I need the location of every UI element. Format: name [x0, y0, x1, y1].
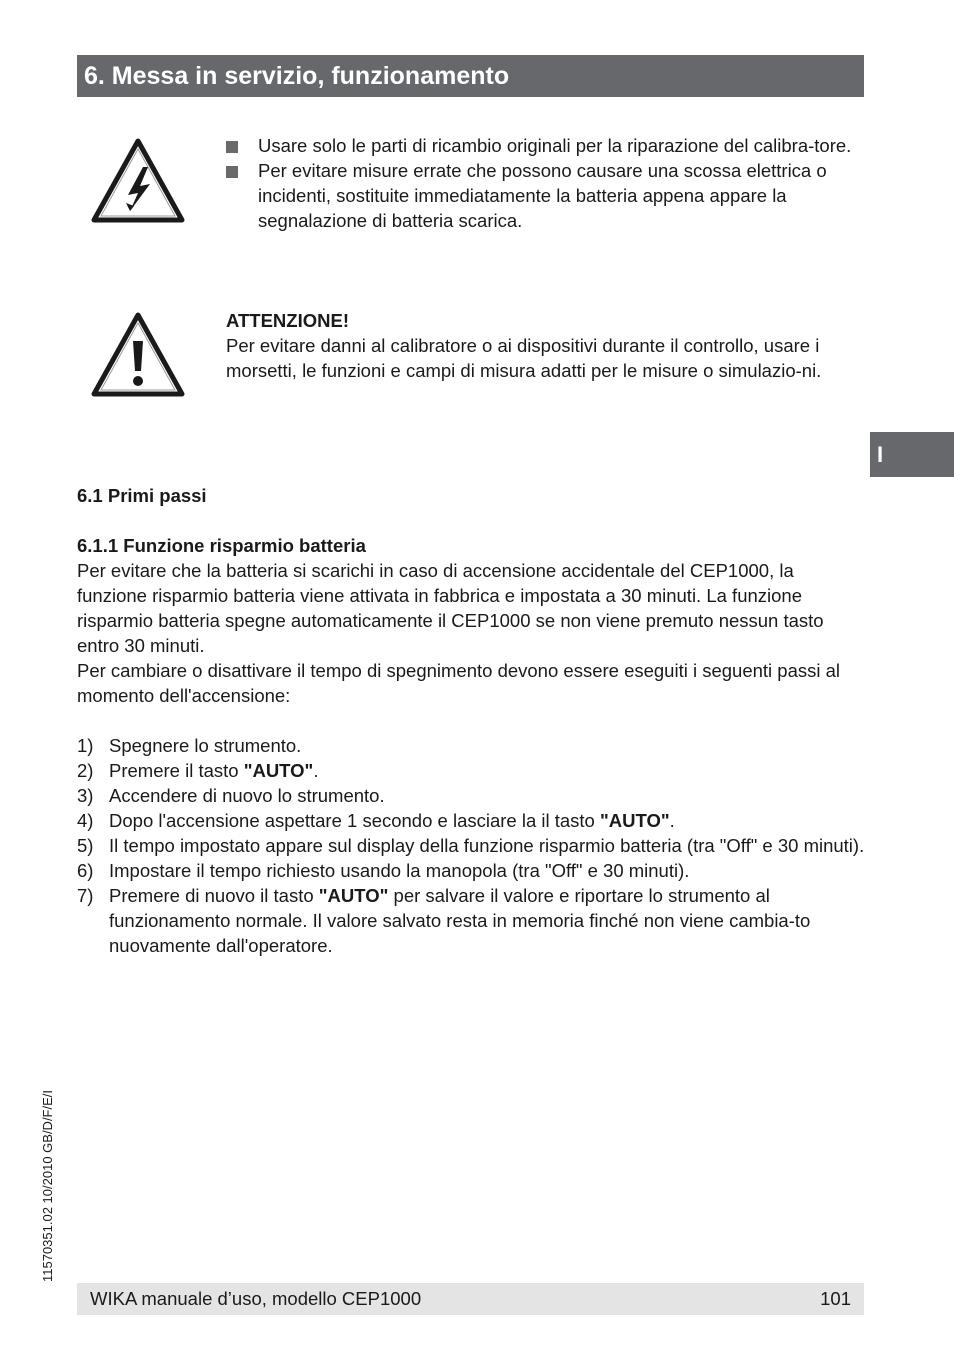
page-number: 101 — [820, 1288, 851, 1309]
list-item: 1) Spegnere lo strumento. — [77, 735, 302, 756]
list-item: 6) Impostare il tempo richiesto usando la manopola (tra "Off" e 30 minuti). — [77, 860, 690, 881]
section-header-bar — [77, 55, 864, 97]
language-tab: I — [870, 432, 954, 477]
footer-title: WIKA manuale d’uso, modello CEP1000 — [90, 1288, 422, 1309]
exclamation-warning-icon — [90, 311, 186, 399]
paragraph: Per evitare che la batteria si scarichi in caso di accensione accidentale del CEP1000, la funzione risparmio batteria viene attivata in fabbrica e impostata a 30 minuti. La funzione risparmio batteria spegne automaticamente il CEP1000 se non viene premuto nessun tasto entro 30 minuti. — [77, 560, 824, 656]
list-item: Per evitare misure errate che possono causare una scossa elettrica o incidenti, sostituite immediatamente la batteria appena appare la segnalazione di batteria scarica. — [226, 158, 866, 233]
steps-list — [77, 733, 867, 958]
subsection-title: 6.1.1 Funzione risparmio batteria — [77, 535, 366, 556]
page-title: 6. Messa in servizio, funzionamento — [84, 62, 510, 90]
section-title: 6.1 Primi passi — [77, 485, 207, 506]
list-item: 3) Accendere di nuovo lo strumento. — [77, 785, 385, 806]
paragraph: Per cambiare o disattivare il tempo di spegnimento devono essere eseguiti i seguenti passi al momento dell'accensione: — [77, 660, 841, 706]
bullet-square-icon — [226, 166, 238, 178]
caution-block — [226, 308, 866, 383]
page-footer — [77, 1283, 864, 1315]
document-code: 11570351.02 10/2010 GB/D/F/E/I — [40, 1089, 55, 1282]
caution-text: Per evitare danni al calibratore o ai dispositivi durante il controllo, usare i morsetti, le funzioni e campi di misura adatti per le misure o simulazio-ni. — [226, 335, 822, 381]
list-item: 7) Premere di nuovo il tasto "AUTO" per salvare il valore e riportare lo strumento al funzionamento normale. Il valore salvato resta in memoria finché non viene cambia-to nuovamente dall'operatore. — [77, 885, 811, 956]
list-item: 2) Premere il tasto "AUTO". — [77, 760, 319, 781]
list-item: 4) Dopo l'accensione aspettare 1 secondo e lasciare la il tasto "AUTO". — [77, 810, 675, 831]
list-item: 5) Il tempo impostato appare sul display della funzione risparmio batteria (tra "Off" e 30 minuti). — [77, 835, 865, 856]
subsection — [77, 533, 867, 708]
electric-hazard-icon — [90, 137, 186, 225]
caution-heading: ATTENZIONE! — [226, 310, 349, 331]
list-item: Usare solo le parti di ricambio originali per la riparazione del calibra-tore. — [226, 133, 866, 158]
electric-warning-list — [226, 133, 866, 233]
bullet-square-icon — [226, 141, 238, 153]
